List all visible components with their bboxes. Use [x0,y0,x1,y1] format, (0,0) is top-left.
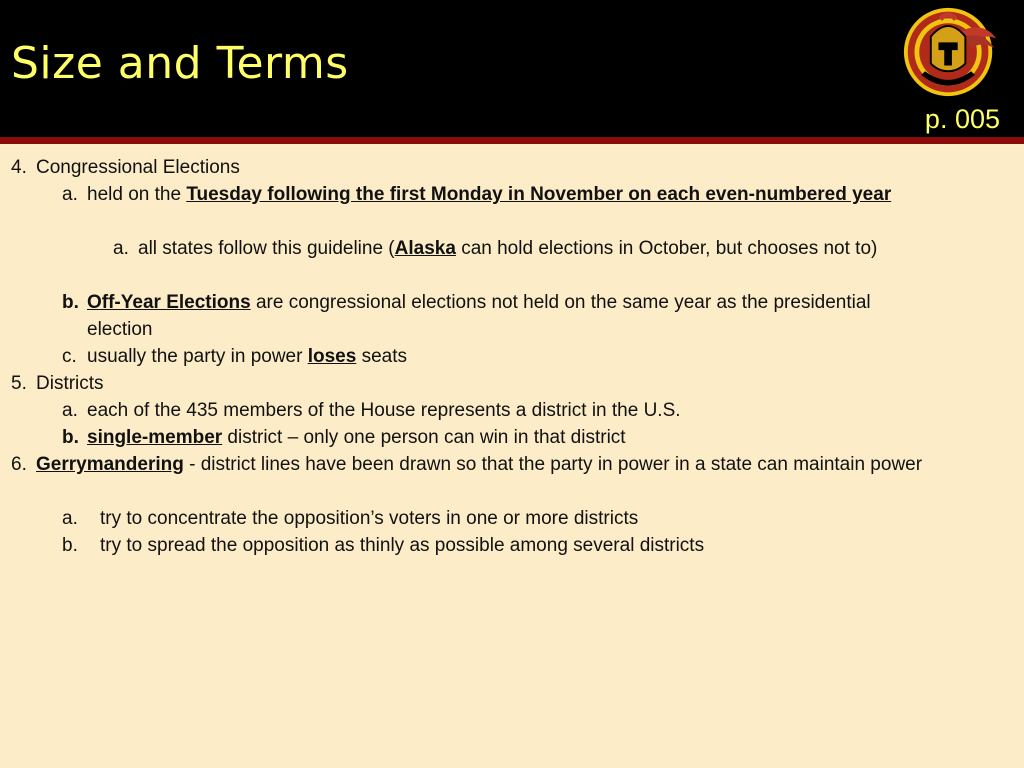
item-marker: b. [62,427,79,448]
item-marker: a. [62,184,78,205]
key-term: Off-Year Elections [87,292,251,313]
item-marker: 6. [11,454,27,475]
list-item-4c [0,343,1024,370]
item-text [36,451,956,478]
key-term: Alaska [394,238,456,259]
list-item-4a-a [0,235,1024,289]
item-text [87,343,1024,370]
list-item-5 [0,370,1024,397]
key-term: loses [307,346,357,367]
item-text: try to spread the opposition as thinly as possible among several districts [100,535,705,556]
item-text-part: held on the [87,184,187,205]
item-text-part: seats [356,346,408,367]
list-item-6b [0,532,1024,559]
key-term: single-member [87,427,223,448]
item-text-part: usually the party in power [87,346,308,367]
item-marker: b. [62,535,78,556]
item-marker: a. [113,238,129,259]
header-divider [0,137,1024,144]
slide-title: Size and Terms [11,38,349,89]
item-text-part: are congressional elections not held on the same year as the presidential election [87,292,871,340]
item-text-part: district – only one person can win in that district [222,427,626,448]
item-marker: c. [62,346,77,367]
spartan-helmet-logo-icon [902,4,998,100]
list-item-5b [0,424,1024,451]
key-term: Tuesday following the first Monday in November on each even-numbered year [186,184,892,205]
item-text [138,235,998,262]
item-text: each of the 435 members of the House represents a district in the U.S. [87,400,681,421]
list-item-5a [0,397,1024,424]
item-marker: 4. [11,157,27,178]
item-text: Districts [36,373,104,394]
slide-body [0,154,1024,559]
item-text-part: - district lines have been drawn so that the party in power in a state can maintain power [183,454,923,475]
item-text [87,424,1024,451]
item-marker: a. [62,400,78,421]
list-item-4b [0,289,1024,343]
page-number: p. 005 [924,104,1000,134]
item-text [87,181,1002,208]
item-marker: a. [62,508,78,529]
list-item-4 [0,154,1024,181]
item-text: Congressional Elections [36,157,240,178]
list-item-6 [0,451,1024,505]
key-term: Gerrymandering [36,454,184,475]
list-item-4a [0,181,1024,235]
list-item-6a [0,505,1024,532]
item-text-part: all states follow this guideline ( [138,238,395,259]
item-marker: 5. [11,373,27,394]
item-text [87,289,917,343]
item-marker: b. [62,292,79,313]
item-text: try to concentrate the opposition’s voters in one or more districts [100,508,639,529]
item-text-part: can hold elections in October, but chooses not to) [455,238,878,259]
